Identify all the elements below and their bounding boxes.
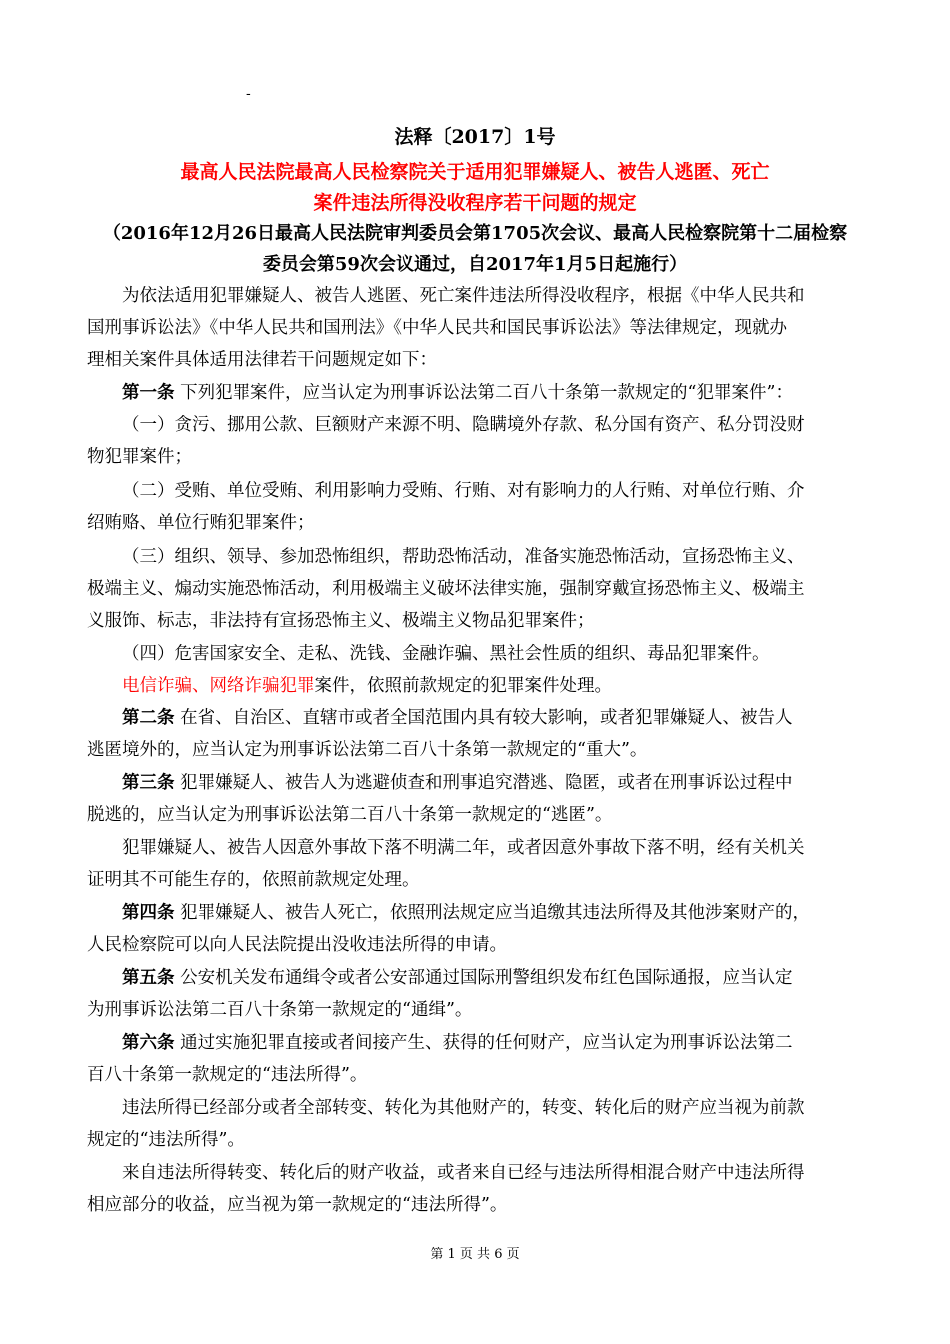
article-6-p3-line-2: 相应部分的收益，应当视为第一款规定的“违法所得”。 (87, 1195, 508, 1215)
article-1-extra (122, 672, 912, 697)
article-2-line-2: 逃匿境外的，应当认定为刑事诉讼法第二百八十条第一款规定的“重大”。 (87, 740, 648, 760)
article-6-label: 第六条 (122, 1033, 175, 1053)
title-line-2: 案件违法所得没收程序若干问题的规定 (313, 192, 637, 214)
article-1-text: 下列犯罪案件，应当认定为刑事诉讼法第二百八十条第一款规定的“犯罪案件”： (174, 383, 793, 403)
doc-number: 法释〔2017〕1号 (394, 126, 556, 148)
item-1-line-1: （一）贪污、挪用公款、巨额财产来源不明、隐瞒境外存款、私分国有资产、私分罚没财 (122, 415, 805, 435)
article-3-text-1: 犯罪嫌疑人、被告人为逃避侦查和刑事追究潜逃、隐匿，或者在刑事诉讼过程中 (174, 773, 793, 793)
meta-line-1: （2016年12月26日最高人民法院审判委员会第1705次会议、最高人民检察院第十二届检察 (102, 223, 848, 244)
article-5-text-1: 公安机关发布通缉令或者公安部通过国际刑警组织发布红色国际通报，应当认定 (174, 968, 793, 988)
article-6-p3-line-1: 来自违法所得转变、转化后的财产收益，或者来自已经与违法所得相混合财产中违法所得 (122, 1163, 805, 1183)
intro-line-2: 国刑事诉讼法》《中华人民共和国刑法》《中华人民共和国民事诉讼法》等法律规定，现就办 (87, 318, 787, 338)
intro-line-3: 理相关案件具体适用法律若干问题规定如下： (87, 350, 437, 370)
article-4-line-2: 人民检察院可以向人民法院提出没收违法所得的申请。 (87, 935, 507, 955)
article-6-line-2: 百八十条第一款规定的“违法所得”。 (87, 1065, 368, 1085)
article-4-text-1: 犯罪嫌疑人、被告人死亡，依照刑法规定应当追缴其违法所得及其他涉案财产的， (174, 903, 811, 923)
item-2-line-1: （二）受贿、单位受贿、利用影响力受贿、行贿、对有影响力的人行贿、对单位行贿、介 (122, 481, 805, 501)
article-2-line-1 (122, 704, 912, 729)
title-line-1: 最高人民法院最高人民检察院关于适用犯罪嫌疑人、被告人逃匿、死亡 (180, 161, 770, 183)
item-3-line-3: 义服饰、标志，非法持有宣扬恐怖主义、极端主义物品犯罪案件； (87, 611, 595, 631)
intro-line-1: 为依法适用犯罪嫌疑人、被告人逃匿、死亡案件违法所得没收程序，根据《中华人民共和 (122, 286, 805, 306)
article-6-text-1: 通过实施犯罪直接或者间接产生、获得的任何财产，应当认定为刑事诉讼法第二 (174, 1033, 793, 1053)
item-3-line-2: 极端主义、煽动实施恐怖活动，利用极端主义破坏法律实施，强制穿戴宣扬恐怖主义、极端主 (87, 579, 805, 599)
article-6-p2-line-2: 规定的“违法所得”。 (87, 1130, 245, 1150)
item-4-line-1: （四）危害国家安全、走私、洗钱、金融诈骗、黑社会性质的组织、毒品犯罪案件。 (122, 644, 770, 664)
article-3-line-2: 脱逃的，应当认定为刑事诉讼法第二百八十条第一款规定的“逃匿”。 (87, 805, 613, 825)
item-3-line-1: （三）组织、领导、参加恐怖组织，帮助恐怖活动，准备实施恐怖活动，宣扬恐怖主义、 (122, 547, 805, 567)
header-dash: - (246, 86, 251, 102)
article-4-line-1 (122, 899, 912, 924)
article-3-p2-line-2: 证明其不可能生存的，依照前款规定处理。 (87, 870, 420, 890)
article-2-label: 第二条 (122, 708, 175, 728)
article-5-line-2: 为刑事诉讼法第二百八十条第一款规定的“通缉”。 (87, 1000, 473, 1020)
item-1-line-2: 物犯罪案件； (87, 447, 192, 467)
article-6-line-1 (122, 1029, 912, 1054)
article-2-text-1: 在省、自治区、直辖市或者全国范围内具有较大影响，或者犯罪嫌疑人、被告人 (174, 708, 793, 728)
article-5-line-1 (122, 964, 912, 989)
extra-red-text: 电信诈骗、网络诈骗犯罪 (122, 676, 315, 696)
page-footer: 第 1 页 共 6 页 (430, 1247, 520, 1262)
article-3-label: 第三条 (122, 773, 175, 793)
item-2-line-2: 绍贿赂、单位行贿犯罪案件； (87, 513, 315, 533)
extra-rest-text: 案件，依照前款规定的犯罪案件处理。 (314, 676, 612, 696)
article-6-p2-line-1: 违法所得已经部分或者全部转变、转化为其他财产的，转变、转化后的财产应当视为前款 (122, 1098, 805, 1118)
article-1-label: 第一条 (122, 383, 175, 403)
article-1-line-1 (122, 379, 912, 404)
meta-line-2: 委员会第59次会议通过，自2017年1月5日起施行） (262, 254, 688, 275)
article-3-p2-line-1: 犯罪嫌疑人、被告人因意外事故下落不明满二年，或者因意外事故下落不明，经有关机关 (122, 838, 805, 858)
article-4-label: 第四条 (122, 903, 175, 923)
article-5-label: 第五条 (122, 968, 175, 988)
article-3-line-1 (122, 769, 912, 794)
